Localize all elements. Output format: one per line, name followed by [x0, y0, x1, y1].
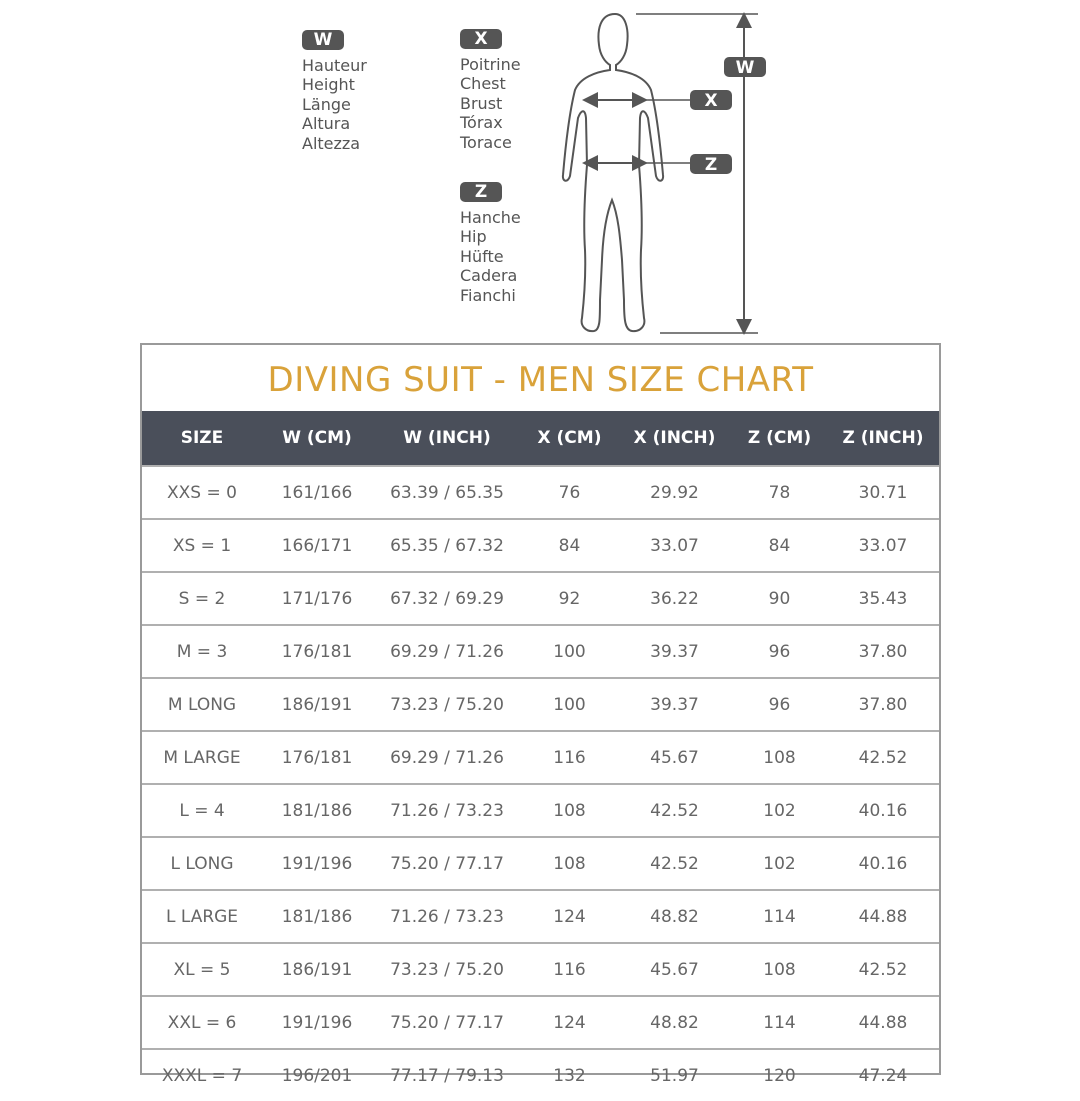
table-row — [142, 678, 939, 731]
table-cell: 100 — [522, 678, 617, 731]
table-cell: XS = 1 — [142, 519, 262, 572]
table-cell: 75.20 / 77.17 — [372, 837, 522, 890]
header-row — [142, 411, 939, 466]
table-cell: 63.39 / 65.35 — [372, 466, 522, 519]
table-cell: 42.52 — [827, 731, 939, 784]
table-row — [142, 731, 939, 784]
table-cell: L LONG — [142, 837, 262, 890]
column-header: X (INCH) — [617, 411, 732, 466]
table-cell: 71.26 / 73.23 — [372, 890, 522, 943]
column-header: X (CM) — [522, 411, 617, 466]
legend-word: Altura — [302, 114, 351, 134]
table-cell: 44.88 — [827, 996, 939, 1049]
table-cell: 42.52 — [617, 784, 732, 837]
legend-word: Hanche — [460, 208, 521, 227]
table-cell: 40.16 — [827, 784, 939, 837]
table-cell: 45.67 — [617, 731, 732, 784]
table-row — [142, 890, 939, 943]
table-cell: 42.52 — [617, 837, 732, 890]
table-cell: 176/181 — [262, 625, 372, 678]
chart-title: DIVING SUIT - MEN SIZE CHART — [267, 360, 814, 400]
table-cell: 124 — [522, 890, 617, 943]
table-cell: 102 — [732, 784, 827, 837]
table-cell: XXXL = 7 — [142, 1049, 262, 1101]
table-cell: 114 — [732, 890, 827, 943]
table-cell: 166/171 — [262, 519, 372, 572]
table-cell: 84 — [522, 519, 617, 572]
table-cell: 73.23 / 75.20 — [372, 943, 522, 996]
table-cell: 120 — [732, 1049, 827, 1101]
table-cell: M = 3 — [142, 625, 262, 678]
table-cell: 75.20 / 77.17 — [372, 996, 522, 1049]
table-cell: 48.82 — [617, 890, 732, 943]
table-cell: S = 2 — [142, 572, 262, 625]
table-cell: 124 — [522, 996, 617, 1049]
table-cell: M LARGE — [142, 731, 262, 784]
legend-word: Länge — [302, 94, 351, 114]
body-outline — [563, 14, 663, 331]
table-cell: 48.82 — [617, 996, 732, 1049]
legend-word: Chest — [460, 74, 506, 94]
table-cell: 73.23 / 75.20 — [372, 678, 522, 731]
table-cell: 116 — [522, 943, 617, 996]
legend-word: Hüfte — [460, 246, 504, 266]
legend-hip — [460, 182, 521, 305]
table-row — [142, 837, 939, 890]
table-cell: 44.88 — [827, 890, 939, 943]
column-header: Z (CM) — [732, 411, 827, 466]
table-cell: 76 — [522, 466, 617, 519]
table-cell: 42.52 — [827, 943, 939, 996]
table-cell: 69.29 / 71.26 — [372, 731, 522, 784]
table-cell: 132 — [522, 1049, 617, 1101]
legend-word: Altezza — [302, 133, 361, 153]
table-cell: 196/201 — [262, 1049, 372, 1101]
table-cell: 90 — [732, 572, 827, 625]
table-row — [142, 625, 939, 678]
table-cell: 37.80 — [827, 625, 939, 678]
table-cell: 191/196 — [262, 837, 372, 890]
legend-word: Poitrine — [460, 55, 521, 74]
table-cell: 176/181 — [262, 731, 372, 784]
table-cell: M LONG — [142, 678, 262, 731]
table-cell: 67.32 / 69.29 — [372, 572, 522, 625]
size-table — [142, 411, 939, 1101]
table-cell: 39.37 — [617, 678, 732, 731]
legend-word: Torace — [460, 132, 512, 152]
table-cell: 186/191 — [262, 678, 372, 731]
table-cell: 37.80 — [827, 678, 939, 731]
table-cell: 161/166 — [262, 466, 372, 519]
table-cell: 77.17 / 79.13 — [372, 1049, 522, 1101]
table-cell: 108 — [732, 943, 827, 996]
table-cell: 78 — [732, 466, 827, 519]
table-cell: 71.26 / 73.23 — [372, 784, 522, 837]
table-cell: 108 — [522, 837, 617, 890]
table-cell: 191/196 — [262, 996, 372, 1049]
table-cell: XL = 5 — [142, 943, 262, 996]
table-cell: 171/176 — [262, 572, 372, 625]
table-cell: 100 — [522, 625, 617, 678]
table-cell: L = 4 — [142, 784, 262, 837]
table-row — [142, 784, 939, 837]
size-chart — [140, 343, 941, 1086]
table-cell: 47.24 — [827, 1049, 939, 1101]
z-label: Z — [704, 155, 718, 175]
table-cell: 108 — [522, 784, 617, 837]
table-row — [142, 519, 939, 572]
legend-word: Fianchi — [460, 285, 516, 305]
table-cell: L LARGE — [142, 890, 262, 943]
legend-chest — [460, 29, 521, 152]
legend-word: Tórax — [460, 113, 503, 133]
legend-height — [302, 30, 367, 153]
x-label: X — [704, 91, 718, 111]
table-cell: 39.37 — [617, 625, 732, 678]
table-cell: 92 — [522, 572, 617, 625]
table-cell: 33.07 — [617, 519, 732, 572]
table-cell: 30.71 — [827, 466, 939, 519]
table-cell: 181/186 — [262, 890, 372, 943]
column-header: Z (INCH) — [827, 411, 939, 466]
table-cell: 116 — [522, 731, 617, 784]
table-cell: 96 — [732, 625, 827, 678]
table-cell: 45.67 — [617, 943, 732, 996]
table-cell: XXS = 0 — [142, 466, 262, 519]
table-cell: 96 — [732, 678, 827, 731]
table-cell: 114 — [732, 996, 827, 1049]
table-cell: 35.43 — [827, 572, 939, 625]
table-row — [142, 996, 939, 1049]
badge-w: W — [302, 30, 344, 50]
table-cell: XXL = 6 — [142, 996, 262, 1049]
table-row — [142, 466, 939, 519]
table-cell: 40.16 — [827, 837, 939, 890]
table-cell: 65.35 / 67.32 — [372, 519, 522, 572]
badge-z: Z — [460, 182, 502, 202]
legend-word: Hauteur — [302, 56, 367, 75]
table-cell: 69.29 / 71.26 — [372, 625, 522, 678]
table-cell: 102 — [732, 837, 827, 890]
column-header: W (INCH) — [372, 411, 522, 466]
badge-x: X — [460, 29, 502, 49]
table-row — [142, 1049, 939, 1101]
table-cell: 29.92 — [617, 466, 732, 519]
legend-word: Height — [302, 75, 355, 95]
legend-word: Hip — [460, 227, 487, 247]
table-cell: 36.22 — [617, 572, 732, 625]
table-row — [142, 572, 939, 625]
body-figure-icon — [550, 0, 780, 340]
table-cell: 33.07 — [827, 519, 939, 572]
table-cell: 108 — [732, 731, 827, 784]
w-label: W — [735, 58, 755, 78]
table-row — [142, 943, 939, 996]
table-cell: 51.97 — [617, 1049, 732, 1101]
legend-word: Cadera — [460, 266, 518, 286]
column-header: SIZE — [142, 411, 262, 466]
table-cell: 181/186 — [262, 784, 372, 837]
table-cell: 84 — [732, 519, 827, 572]
table-cell: 186/191 — [262, 943, 372, 996]
column-header: W (CM) — [262, 411, 372, 466]
legend-word: Brust — [460, 93, 503, 113]
